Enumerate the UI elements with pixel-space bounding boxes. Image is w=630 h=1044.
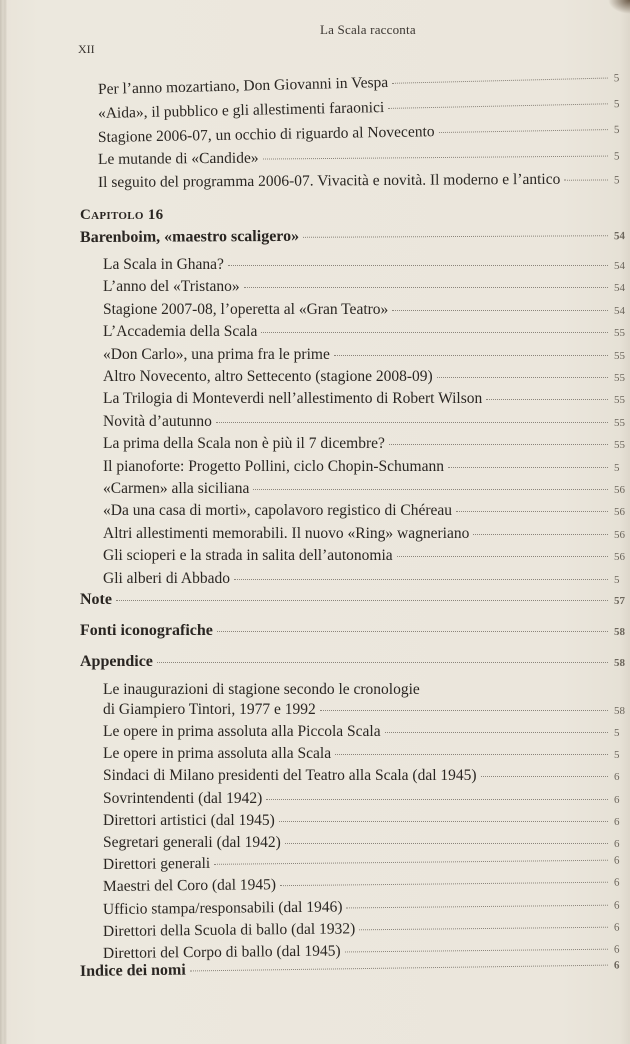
dot-leader — [346, 904, 608, 908]
toc-page-number: 55 — [614, 439, 625, 452]
toc-entry — [103, 722, 628, 743]
toc-page-number: 57 — [614, 595, 625, 607]
toc-page-number: 5 — [613, 98, 620, 111]
dot-leader — [486, 399, 608, 400]
toc-entry-title: Le opere in prima assoluta alla Piccola Scala — [103, 723, 381, 740]
toc-page-number: 55 — [614, 394, 625, 407]
toc-entry-title: Gli alberi di Abbado — [103, 569, 230, 587]
toc-entry-title: Maestri del Coro (dal 1945) — [102, 876, 277, 896]
toc-entry-title: Sovrintendenti (dal 1942) — [103, 789, 263, 807]
toc-page-number: 56 — [614, 528, 625, 541]
toc-entry-title: «Don Carlo», una prima fra le prime — [103, 345, 330, 363]
toc-entry-title: Il pianoforte: Progetto Pollini, ciclo Chopin-Schumann — [103, 457, 444, 475]
dot-leader — [456, 511, 608, 512]
toc-page-number: 54 — [613, 230, 626, 243]
page-folio: XII — [78, 42, 95, 56]
toc-page-number: 55 — [614, 327, 625, 340]
dot-leader — [439, 129, 608, 133]
toc-page-number: 5 — [614, 749, 620, 762]
toc-page-number: 58 — [614, 657, 625, 669]
dot-leader — [280, 882, 608, 886]
toc-entry-title: Direttori del Corpo di ballo (dal 1945) — [102, 942, 341, 962]
toc-entry-title: Altri allestimenti memorabili. Il nuovo «Ring» wagneriano — [103, 524, 470, 542]
toc-page-number: 6 — [613, 959, 620, 972]
toc-entry-title: L’anno del «Tristano» — [103, 278, 240, 296]
toc-entry — [103, 789, 628, 810]
toc-entry-title: Ufficio stampa/responsabili (dal 1946) — [102, 898, 343, 918]
toc-entry-title: La Scala in Ghana? — [103, 256, 224, 273]
toc-page-number: 6 — [613, 854, 620, 867]
toc-entry — [103, 322, 628, 343]
toc-entry-title: Direttori artistici (dal 1945) — [103, 811, 275, 829]
toc-page-number: 56 — [614, 506, 625, 519]
dot-leader — [385, 732, 608, 733]
dot-leader — [157, 662, 608, 663]
toc-page-number: 5 — [614, 727, 620, 739]
toc-entry-title: Indice dei nomi — [79, 961, 186, 980]
dot-leader — [244, 287, 608, 288]
toc-section — [80, 590, 628, 611]
dot-leader — [285, 843, 608, 844]
dot-leader — [345, 949, 608, 953]
toc-page-number: 6 — [614, 793, 620, 806]
toc-entry-title: Sindaci di Milano presidenti del Teatro alla Scala (dal 1945) — [103, 767, 477, 785]
toc-entry — [103, 744, 628, 765]
toc-page-number: 5 — [613, 123, 620, 136]
toc-entry-title: Note — [80, 591, 112, 608]
dot-leader — [392, 78, 608, 84]
toc-page-number: 58 — [614, 705, 625, 717]
toc-page-number: 6 — [613, 899, 620, 912]
running-head: La Scala racconta — [320, 22, 416, 37]
toc-entry — [103, 546, 628, 567]
chapter-number — [80, 207, 163, 224]
dot-leader — [116, 600, 608, 601]
toc-entry — [103, 434, 628, 455]
toc-page-number: 5 — [613, 174, 620, 187]
dot-leader — [564, 179, 608, 180]
toc-entry-title: Segretari generali (dal 1942) — [103, 834, 281, 851]
dot-leader — [389, 444, 608, 445]
toc-page-number: 56 — [614, 484, 625, 496]
toc-entry-title: Gli scioperi e la strada in salita dell’autonomia — [103, 547, 393, 565]
toc-entry — [103, 700, 628, 721]
toc-entry — [103, 766, 628, 787]
dot-leader — [481, 776, 608, 777]
dot-leader — [217, 631, 608, 632]
dot-leader — [234, 579, 608, 580]
toc-entry-title: di Giampiero Tintori, 1977 e 1992 — [103, 701, 316, 718]
toc-entry — [98, 169, 628, 194]
toc-page-number: 6 — [613, 876, 620, 890]
toc-entry — [103, 501, 628, 522]
toc-entry-title: «Da una casa di morti», capolavoro registico di Chéreau — [103, 502, 453, 520]
toc-entry-title: Stagione 2007-08, l’operetta al «Gran Teatro» — [103, 300, 389, 318]
toc-entry — [103, 300, 628, 321]
toc-entry-title: Le opere in prima assoluta alla Scala — [103, 745, 332, 763]
chapter-title — [80, 225, 628, 249]
toc-page-number: 54 — [614, 304, 625, 317]
dot-leader — [359, 927, 608, 931]
toc-page-number: 54 — [614, 260, 625, 272]
toc-page-number: 5 — [614, 573, 620, 586]
dot-leader — [473, 534, 608, 535]
toc-page-number: 6 — [614, 771, 620, 784]
toc-entry-title: Novità d’autunno — [103, 412, 212, 430]
dot-leader — [263, 156, 608, 160]
toc-entry-title-line1: Le inaugurazioni di stagione secondo le cronologie — [103, 681, 420, 698]
toc-page-number: 5 — [613, 72, 620, 85]
toc-entry-title: «Aida», il pubblico e gli allestimenti faraonici — [97, 99, 385, 122]
toc-entry — [103, 479, 628, 500]
chapter-number-text: Capitolo 16 — [80, 207, 164, 223]
dot-leader — [335, 754, 608, 755]
toc-entry — [103, 389, 628, 410]
toc-page-number: 6 — [614, 815, 620, 828]
dot-leader — [334, 355, 608, 356]
dot-leader — [397, 556, 608, 557]
toc-entry-title: Appendice — [80, 653, 153, 670]
toc-entry-title: Fonti iconografiche — [80, 622, 213, 639]
toc-entry — [98, 145, 628, 171]
toc-entry — [103, 457, 628, 478]
toc-entry-title: Direttori della Scuola di ballo (dal 1932) — [102, 920, 356, 940]
toc-page-number: 58 — [614, 626, 625, 638]
toc-entry — [103, 367, 628, 388]
toc-entry-title: La prima della Scala non è più il 7 dicembre? — [103, 435, 385, 453]
dot-leader — [216, 422, 608, 423]
dot-leader — [388, 103, 608, 109]
dot-leader — [437, 377, 608, 378]
toc-page-number: 55 — [614, 416, 625, 429]
toc-page-number: 56 — [614, 551, 625, 564]
toc-section — [80, 652, 628, 673]
toc-entry-title: La Trilogia di Monteverdi nell’allestimento di Robert Wilson — [103, 390, 483, 408]
dot-leader — [228, 265, 608, 266]
toc-section — [80, 621, 628, 642]
toc-entry-title: L’Accademia della Scala — [103, 323, 258, 341]
toc-page-number: 6 — [613, 921, 620, 934]
dot-leader — [392, 310, 608, 311]
toc-page-number: 55 — [614, 372, 625, 384]
dot-leader — [190, 965, 608, 972]
toc-entry — [103, 569, 628, 590]
dot-leader — [214, 860, 608, 865]
toc-entry — [103, 412, 628, 433]
toc-page-number: 5 — [614, 461, 620, 474]
toc-entry — [103, 255, 628, 276]
toc-entry-title: Le mutande di «Candide» — [97, 149, 259, 168]
toc-page-number: 54 — [614, 282, 625, 295]
toc-entry-title: Altro Novecento, altro Settecento (stagione 2008-09) — [103, 368, 433, 385]
corner-shadow — [608, 0, 630, 14]
dot-leader — [266, 799, 608, 800]
toc-entry-title: Il seguito del programma 2006-07. Vivacità e novità. Il moderno e l’antico — [97, 170, 561, 191]
dot-leader — [303, 235, 608, 238]
binding-edge — [0, 0, 7, 1044]
dot-leader — [448, 467, 608, 468]
toc-page-number: 5 — [613, 150, 620, 163]
toc-entry-title: Per l’anno mozartiano, Don Giovanni in Vespa — [97, 73, 389, 98]
toc-page-number: 6 — [613, 943, 620, 956]
dot-leader — [320, 710, 608, 711]
toc-entry — [103, 277, 628, 298]
toc-entry-title: Barenboim, «maestro scaligero» — [79, 227, 300, 246]
toc-page-number: 55 — [614, 349, 625, 362]
dot-leader — [253, 489, 608, 490]
toc-entry — [103, 524, 628, 545]
toc-entry — [103, 811, 628, 832]
toc-entry-title: «Carmen» alla siciliana — [103, 480, 250, 497]
toc-entry-title: Direttori generali — [102, 855, 211, 874]
toc-entry-title: Stagione 2006-07, un occhio di riguardo al Novecento — [97, 123, 435, 146]
toc-entry — [103, 345, 628, 366]
dot-leader — [261, 332, 608, 333]
toc-page-number: 6 — [614, 838, 620, 850]
dot-leader — [279, 821, 608, 822]
